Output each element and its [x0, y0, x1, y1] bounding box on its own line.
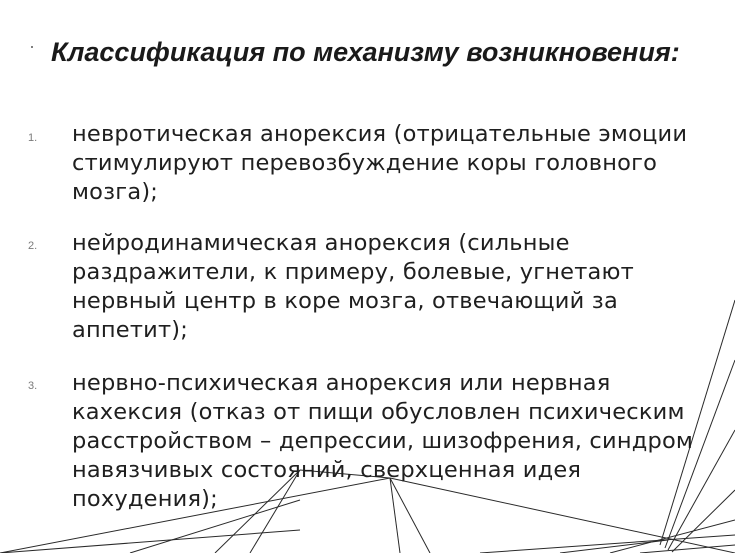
decor-line	[560, 540, 668, 553]
item-number: 3.	[28, 380, 38, 392]
list-item: нервно-психическая анорексия или нервная кахексия (отказ от пищи обусловлен психическим расстройством – депрессии, шизофрения, синдром навязчивых состояний, сверхценная идея похудения);	[72, 370, 694, 512]
item-number: 1.	[28, 132, 38, 144]
slide-heading: Классификация по механизму возникновения:	[51, 37, 680, 67]
decor-line	[480, 535, 735, 553]
list-item: невротическая анорексия (отрицательные эмоции стимулируют перевозбуждение коры головного мозга);	[72, 121, 688, 205]
list-item: нейродинамическая анорексия (сильные раздражители, к примеру, болевые, угнетают нервный центр в коре мозга, отвечающий за аппетит);	[72, 230, 634, 343]
decor-line	[640, 545, 735, 553]
item-number: 2.	[28, 240, 38, 252]
decor-line	[0, 530, 300, 553]
heading-bullet: ·	[29, 36, 35, 56]
decor-line	[610, 520, 735, 553]
